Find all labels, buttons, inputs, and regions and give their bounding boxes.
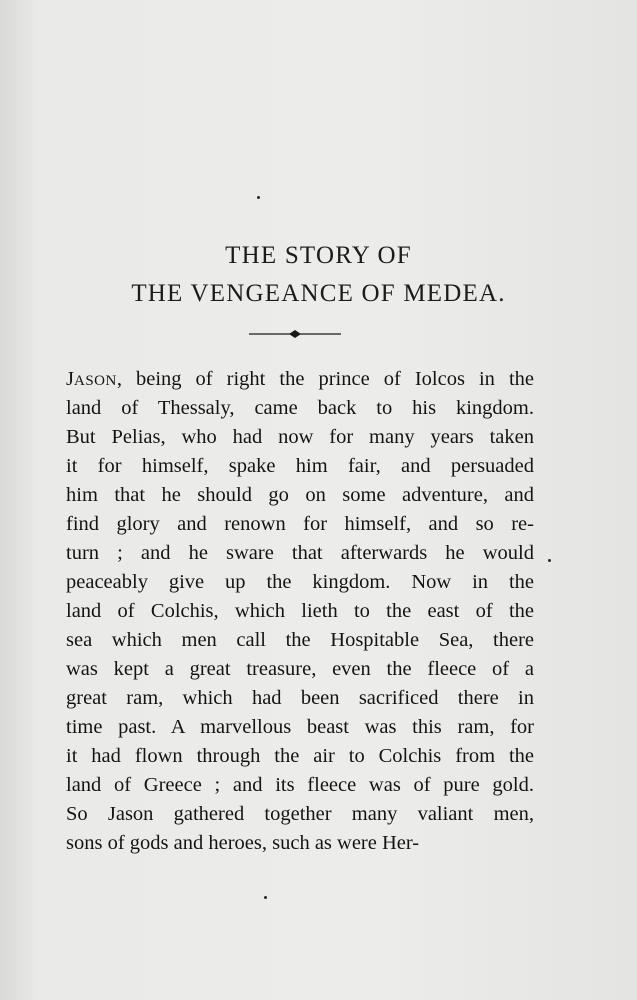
text-line-12: great ram, which had been sacrificed there in <box>66 687 534 709</box>
text-line-5: him that he should go on some adventure, and <box>66 484 534 506</box>
text-line-9: land of Colchis, which lieth to the east of the <box>66 600 534 622</box>
text-line-13: time past. A marvellous beast was this ram, for <box>66 716 534 738</box>
text-line-15: land of Greece ; and its fleece was of pure gold. <box>66 774 534 796</box>
ink-speck <box>257 196 260 199</box>
text-line-11: was kept a great treasure, even the fleece of a <box>66 658 534 680</box>
text-line-2: land of Thessaly, came back to his kingdom. <box>66 397 534 419</box>
ink-speck <box>548 559 551 562</box>
text-line-7: turn ; and he sware that afterwards he would <box>66 542 534 564</box>
text-line-1: JASON, being of right the prince of Iolcos in the <box>66 368 534 390</box>
text-line-3: But Pelias, who had now for many years taken <box>66 426 534 448</box>
text-line-6: find glory and renown for himself, and so re- <box>66 513 534 535</box>
ink-speck <box>264 896 267 899</box>
text-line-8: peaceably give up the kingdom. Now in the <box>66 571 534 593</box>
text-line-4: it for himself, spake him fair, and persuaded <box>66 455 534 477</box>
text-line-10: sea which men call the Hospitable Sea, there <box>66 629 534 651</box>
drop-initial: J <box>66 368 74 390</box>
ornament-divider-icon <box>249 327 341 341</box>
text-line-14: it had flown through the air to Colchis from the <box>66 745 534 767</box>
text-line-17: sons of gods and heroes, such as were Her- <box>66 832 420 854</box>
text-line-16: So Jason gathered together many valiant men, <box>66 803 534 825</box>
page-title-line-2: THE VENGEANCE OF MEDEA. <box>131 280 506 307</box>
first-word-small-caps: ASON <box>73 373 117 389</box>
page-title-line-1: THE STORY OF <box>225 242 412 269</box>
